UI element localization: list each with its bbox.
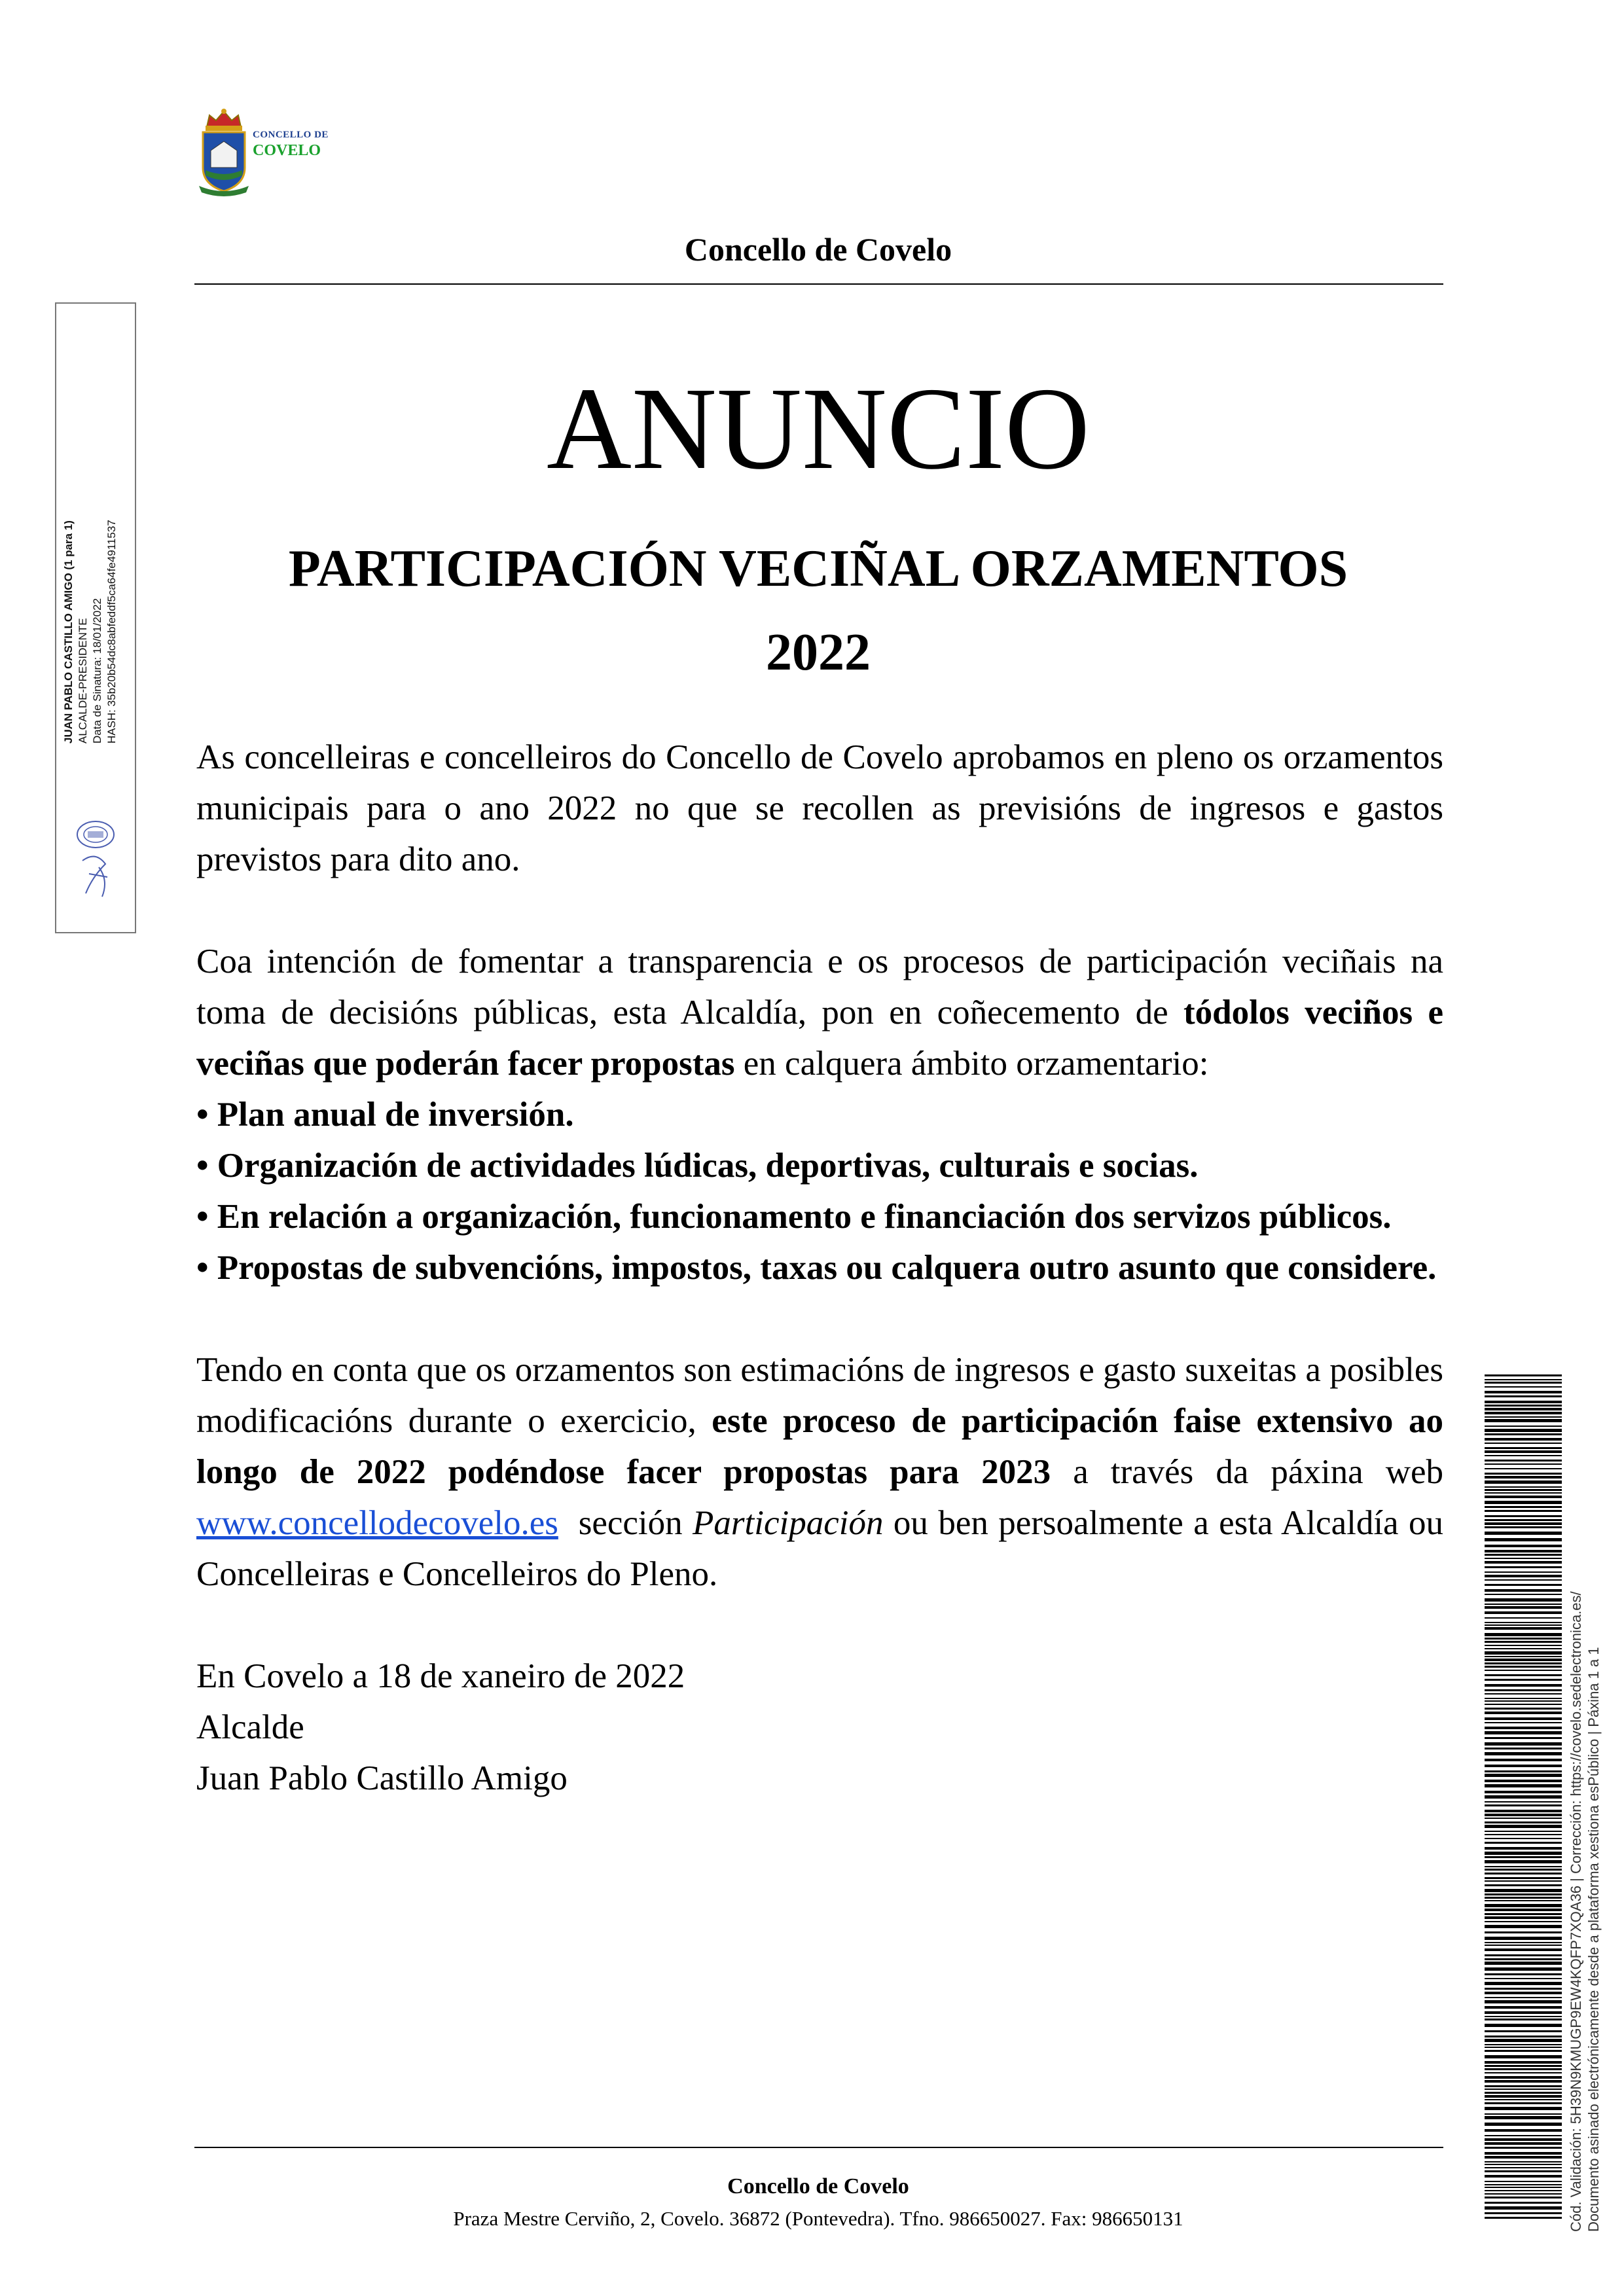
signature-stamp-text <box>62 298 119 744</box>
header-title: Concello de Covelo <box>684 231 952 268</box>
validation-line-2: Documento asinado electrónicamente desde a plataforma xestiona esPúblico | Páxina 1 a 1 <box>1585 1647 1602 2232</box>
signature-date: Data de Sinatura: 18/01/2022 <box>91 598 103 744</box>
validation-line-1: Cód. Validación: 5H39N9KMUGP9EW4KQFP7XQA36 | Corrección: https://covelo.sedelectronica.es/ <box>1568 1591 1584 2232</box>
paragraph-2-intro: Coa intención de fomentar a transparencia e os procesos de participación veciñais na toma de decisións públicas, esta Alcaldía, pon en coñecemento de <box>196 942 1443 1031</box>
bullet-item: • Organización de actividades lúdicas, deportivas, culturais e socias. <box>196 1147 1199 1185</box>
subtitle-line-2: 2022 <box>766 624 871 681</box>
paragraph-3-italic: Participación <box>693 1504 884 1542</box>
footer-address: Praza Mestre Cerviño, 2, Covelo. 36872 (Pontevedra). Tfno. 986650027. Fax: 986650131 <box>453 2207 1183 2230</box>
logo-line-2: COVELO <box>253 142 321 159</box>
header-rule <box>194 283 1443 285</box>
page-subtitle <box>196 527 1440 694</box>
footer-title: Concello de Covelo <box>727 2174 909 2198</box>
closing-name: Juan Pablo Castillo Amigo <box>196 1759 568 1797</box>
announcement-body <box>196 732 1461 1804</box>
validation-text <box>1567 1381 1602 2232</box>
validation-barcode <box>1485 1374 1562 2219</box>
paragraph-1: As concelleiras e concelleiros do Concello de Covelo aprobamos en pleno os orzamentos municipais para o ano 2022 no que se recollen as previsións de ingresos e gastos previstos para dito ano. <box>196 738 1443 878</box>
paragraph-2-outro: en calquera ámbito orzamentario: <box>734 1045 1209 1083</box>
closing-role: Alcalde <box>196 1708 304 1746</box>
bullet-item: • En relación a organización, funcionamento e financiación dos servizos públicos. <box>196 1198 1392 1236</box>
paragraph-3-intro: Tendo en conta que os orzamentos son estimacións de ingresos e gasto suxeitas a posibles modificacións durante o exercicio, <box>196 1351 1443 1440</box>
municipality-logo <box>196 105 367 196</box>
subtitle-line-1: PARTICIPACIÓN VECIÑAL ORZAMENTOS <box>288 540 1348 598</box>
signature-hash: HASH: 35b20b54dc8abfeddf5ca64fe4911537 <box>105 520 118 744</box>
closing-place-date: En Covelo a 18 de xaneiro de 2022 <box>196 1657 685 1695</box>
paragraph-3-outro: ou ben persoalmente a esta Alcaldía ou Concelleiras e Concelleiros do Pleno. <box>196 1504 1443 1593</box>
paragraph-2-bold: tódolos veciños e veciñas que poderán facer propostas <box>196 994 1444 1083</box>
signature-name: JUAN PABLO CASTILLO AMIGO (1 para 1) <box>62 520 75 744</box>
logo-line-1: CONCELLO DE <box>253 130 329 140</box>
paragraph-3-after-link: sección <box>558 1504 693 1542</box>
bullet-item: • Plan anual de inversión. <box>196 1096 574 1134</box>
website-link[interactable]: www.concellodecovelo.es <box>196 1504 558 1542</box>
signature-seal-icon <box>69 815 122 906</box>
paragraph-3-middle: a través da páxina web <box>1051 1453 1461 1491</box>
page-title: ANUNCIO <box>547 363 1090 493</box>
footer-rule <box>194 2147 1443 2148</box>
paragraph-3 <box>196 1344 1461 1600</box>
signature-role: ALCALDE-PRESIDENTE <box>77 618 89 744</box>
paragraph-2 <box>196 936 1443 1089</box>
bullet-item: • Propostas de subvencións, impostos, taxas ou calquera outro asunto que considere. <box>196 1249 1437 1287</box>
paragraph-3-bold: este proceso de participación faise extensivo ao longo de 2022 podéndose facer propostas para 2023 <box>196 1402 1443 1491</box>
coat-of-arms-icon <box>196 105 251 196</box>
